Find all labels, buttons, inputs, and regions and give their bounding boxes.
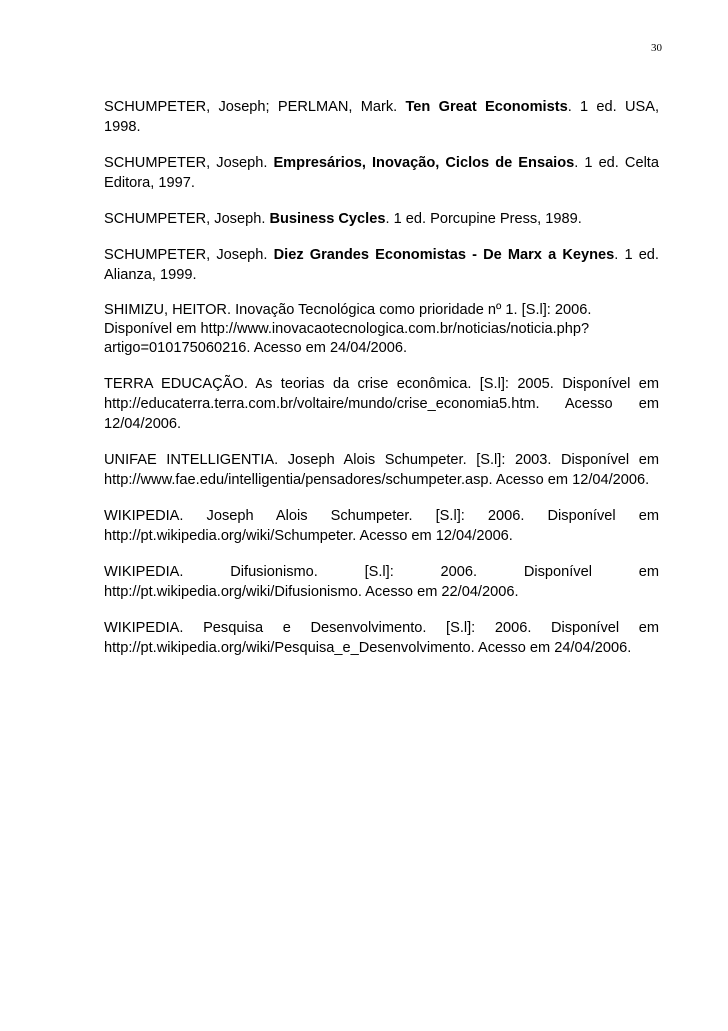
reference-entry	[104, 153, 659, 193]
reference-author: SCHUMPETER, Joseph.	[104, 211, 270, 227]
reference-entry	[104, 506, 659, 546]
reference-text: UNIFAE INTELLIGENTIA. Joseph Alois Schumpeter. [S.l]: 2003. Disponível em http://www.fae.edu/intelligentia/pensadores/schumpeter.asp. Acesso em 12/04/2006.	[104, 452, 659, 488]
reference-title: Business Cycles	[269, 211, 386, 227]
reference-text: TERRA EDUCAÇÃO. As teorias da crise econômica. [S.l]: 2005. Disponível em http://educaterra.terra.com.br/voltaire/mundo/crise_economia5.htm. Acesso em 12/04/2006.	[104, 376, 659, 432]
reference-line: SHIMIZU, HEITOR. Inovação Tecnológica como prioridade nº 1. [S.l]: 2006.	[104, 302, 592, 318]
reference-line: artigo=010175060216. Acesso em 24/04/2006.	[104, 340, 408, 356]
reference-details: . 1 ed. Alianza, 1999.	[104, 247, 659, 283]
reference-author: SCHUMPETER, Joseph.	[104, 247, 274, 263]
reference-entry	[104, 209, 659, 229]
reference-title: Diez Grandes Economistas - De Marx a Keynes	[273, 247, 615, 263]
reference-details: . 1 ed. Celta Editora, 1997.	[104, 155, 659, 191]
reference-details: . 1 ed. USA, 1998.	[104, 99, 660, 135]
reference-entry	[104, 301, 659, 358]
reference-text: WIKIPEDIA. Joseph Alois Schumpeter. [S.l]: 2006. Disponível em http://pt.wikipedia.org/wiki/Schumpeter. Acesso em 12/04/2006.	[104, 508, 659, 544]
reference-entry	[104, 245, 659, 285]
reference-author: SCHUMPETER, Joseph; PERLMAN, Mark.	[104, 99, 406, 115]
reference-title: Empresários, Inovação, Ciclos de Ensaios	[273, 155, 575, 171]
reference-entry	[104, 618, 659, 658]
reference-text: WIKIPEDIA. Difusionismo. [S.l]: 2006. Disponível em http://pt.wikipedia.org/wiki/Difusionismo. Acesso em 22/04/2006.	[104, 564, 659, 600]
reference-entry	[104, 450, 659, 490]
reference-entry	[104, 97, 659, 137]
reference-entry	[104, 374, 659, 434]
reference-details: . 1 ed. Porcupine Press, 1989.	[385, 211, 582, 227]
reference-author: SCHUMPETER, Joseph.	[104, 155, 274, 171]
reference-title: Ten Great Economists	[405, 99, 568, 115]
reference-list	[104, 97, 659, 674]
reference-entry	[104, 562, 659, 602]
reference-line: Disponível em http://www.inovacaotecnologica.com.br/noticias/noticia.php?	[104, 321, 590, 337]
page-number: 30	[651, 42, 662, 54]
reference-text: WIKIPEDIA. Pesquisa e Desenvolvimento. [S.l]: 2006. Disponível em http://pt.wikipedia.org/wiki/Pesquisa_e_Desenvolvimento. Acesso em 24/04/2006.	[104, 620, 659, 656]
